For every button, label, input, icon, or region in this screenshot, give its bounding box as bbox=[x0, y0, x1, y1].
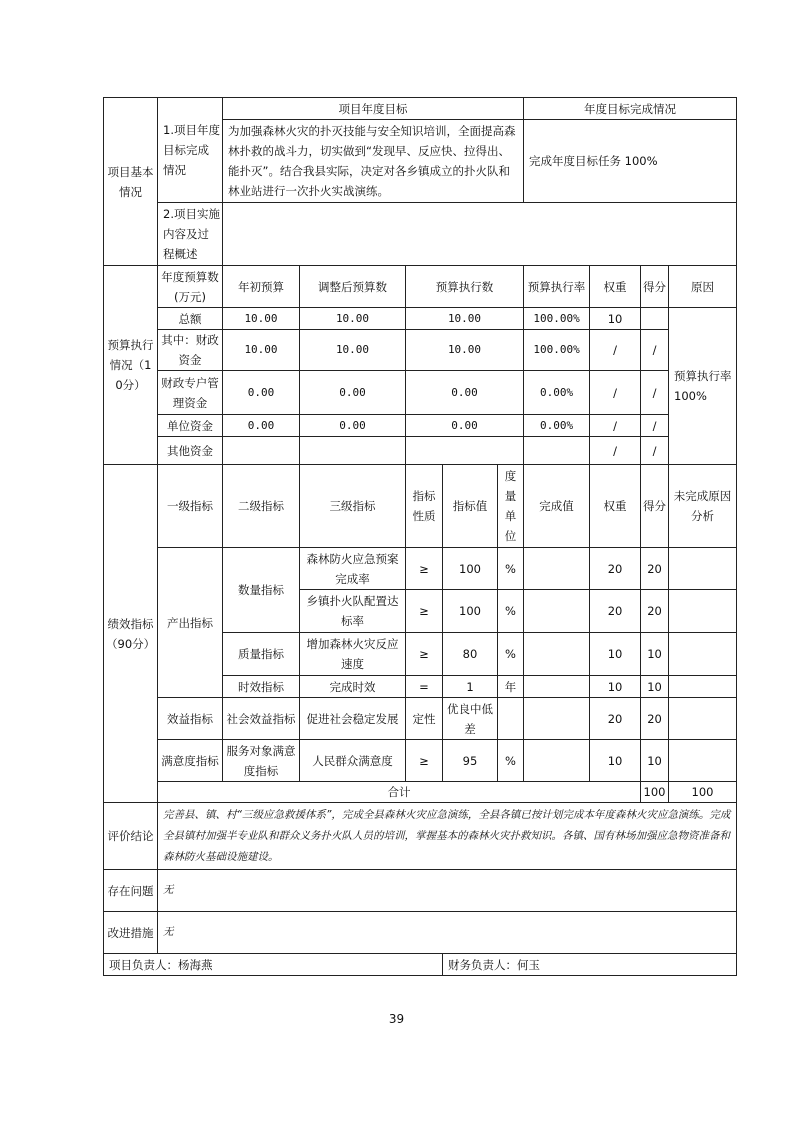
perf-header: 指标值 bbox=[443, 465, 498, 548]
level1: 产出指标 bbox=[158, 548, 223, 698]
nature: ≥ bbox=[406, 633, 443, 676]
unit: 年 bbox=[498, 676, 524, 698]
weight: / bbox=[590, 415, 641, 437]
level3: 人民群众满意度 bbox=[300, 740, 406, 782]
adjusted: 0.00 bbox=[300, 371, 406, 415]
budget-row bbox=[104, 437, 737, 465]
budget-header: 预算执行数 bbox=[406, 266, 524, 308]
weight: 10 bbox=[590, 633, 641, 676]
row2-label: 2.项目实施内容及过程概述 bbox=[158, 203, 223, 266]
score: 10 bbox=[641, 676, 669, 698]
value: 100 bbox=[443, 590, 498, 633]
basic-section-label: 项目基本情况 bbox=[104, 98, 158, 266]
unit: % bbox=[498, 633, 524, 676]
budget-row bbox=[104, 415, 737, 437]
level3: 乡镇扑火队配置达标率 bbox=[300, 590, 406, 633]
perf-header: 一级指标 bbox=[158, 465, 223, 548]
done-header: 年度目标完成情况 bbox=[524, 98, 737, 120]
row1-label: 1.项目年度目标完成情况 bbox=[158, 98, 223, 203]
executed: 0.00 bbox=[406, 371, 524, 415]
value: 1 bbox=[443, 676, 498, 698]
performance-evaluation-table bbox=[103, 97, 737, 976]
page-number: 39 bbox=[388, 1012, 405, 1026]
level3: 完成时效 bbox=[300, 676, 406, 698]
weight: 10 bbox=[590, 676, 641, 698]
unit: % bbox=[498, 548, 524, 590]
budget-header: 原因 bbox=[669, 266, 737, 308]
conclusion-label: 评价结论 bbox=[104, 803, 158, 870]
level2: 时效指标 bbox=[223, 676, 300, 698]
unit: % bbox=[498, 590, 524, 633]
level2: 社会效益指标 bbox=[223, 698, 300, 740]
budget-row bbox=[104, 308, 737, 330]
score: 20 bbox=[641, 698, 669, 740]
problems-label: 存在问题 bbox=[104, 870, 158, 912]
budget-row bbox=[104, 371, 737, 415]
budget-header: 预算执行率 bbox=[524, 266, 590, 308]
reason bbox=[669, 590, 737, 633]
goal-completion: 完成年度目标任务 100% bbox=[524, 120, 737, 203]
row-name: 总额 bbox=[158, 308, 223, 330]
unit bbox=[498, 698, 524, 740]
level1: 满意度指标 bbox=[158, 740, 223, 782]
score: 10 bbox=[641, 633, 669, 676]
weight: / bbox=[590, 437, 641, 465]
level2: 数量指标 bbox=[223, 548, 300, 633]
score: / bbox=[641, 415, 669, 437]
nature: = bbox=[406, 676, 443, 698]
budget-row bbox=[104, 330, 737, 371]
annual-goal: 为加强森林火灾的扑灭技能与安全知识培训，全面提高森林扑救的战斗力，切实做到“发现早、反应快、拉得出、能扑灭”。结合我县实际，决定对各乡镇成立的扑火队和林业站进行一次扑火实战演练。 bbox=[223, 120, 524, 203]
score: 20 bbox=[641, 590, 669, 633]
value: 80 bbox=[443, 633, 498, 676]
reason bbox=[669, 633, 737, 676]
perf-header: 得分 bbox=[641, 465, 669, 548]
done bbox=[524, 676, 590, 698]
score bbox=[641, 308, 669, 330]
perf-header: 权重 bbox=[590, 465, 641, 548]
perf-header: 指标性质 bbox=[406, 465, 443, 548]
total-row bbox=[104, 782, 737, 803]
reason bbox=[669, 698, 737, 740]
reason bbox=[669, 740, 737, 782]
improve-text: 无 bbox=[158, 912, 737, 954]
total-label: 合计 bbox=[158, 782, 641, 803]
score: / bbox=[641, 437, 669, 465]
finance-lead: 财务负责人：何玉 bbox=[443, 954, 737, 976]
budget-header: 年度预算数(万元) bbox=[158, 266, 223, 308]
level3: 增加森林火灾反应速度 bbox=[300, 633, 406, 676]
initial: 10.00 bbox=[223, 330, 300, 371]
perf-header: 完成值 bbox=[524, 465, 590, 548]
budget-header: 年初预算 bbox=[223, 266, 300, 308]
rate: 100.00% bbox=[524, 308, 590, 330]
score: / bbox=[641, 330, 669, 371]
reason bbox=[669, 548, 737, 590]
total-score: 100 bbox=[669, 782, 737, 803]
level3: 促进社会稳定发展 bbox=[300, 698, 406, 740]
executed: 0.00 bbox=[406, 415, 524, 437]
rate: 100.00% bbox=[524, 330, 590, 371]
score: 10 bbox=[641, 740, 669, 782]
budget-header: 权重 bbox=[590, 266, 641, 308]
initial: 0.00 bbox=[223, 415, 300, 437]
improve-label: 改进措施 bbox=[104, 912, 158, 954]
nature: ≥ bbox=[406, 740, 443, 782]
done bbox=[524, 698, 590, 740]
row-name: 财政专户管理资金 bbox=[158, 371, 223, 415]
nature: ≥ bbox=[406, 590, 443, 633]
initial bbox=[223, 437, 300, 465]
rate bbox=[524, 437, 590, 465]
reason bbox=[669, 676, 737, 698]
perf-header: 二级指标 bbox=[223, 465, 300, 548]
executed: 10.00 bbox=[406, 308, 524, 330]
goal-header: 项目年度目标 bbox=[223, 98, 524, 120]
row-name: 其他资金 bbox=[158, 437, 223, 465]
level2: 质量指标 bbox=[223, 633, 300, 676]
perf-header: 三级指标 bbox=[300, 465, 406, 548]
done bbox=[524, 548, 590, 590]
score: / bbox=[641, 371, 669, 415]
level1: 效益指标 bbox=[158, 698, 223, 740]
weight: 20 bbox=[590, 698, 641, 740]
value: 100 bbox=[443, 548, 498, 590]
done bbox=[524, 590, 590, 633]
weight: 20 bbox=[590, 590, 641, 633]
perf-row bbox=[104, 698, 737, 740]
total-weight: 100 bbox=[641, 782, 669, 803]
rate: 0.00% bbox=[524, 371, 590, 415]
value: 优良中低差 bbox=[443, 698, 498, 740]
executed: 10.00 bbox=[406, 330, 524, 371]
level2: 服务对象满意度指标 bbox=[223, 740, 300, 782]
project-lead: 项目负责人：杨海燕 bbox=[104, 954, 443, 976]
row-name: 其中：财政资金 bbox=[158, 330, 223, 371]
budget-header: 得分 bbox=[641, 266, 669, 308]
row-name: 单位资金 bbox=[158, 415, 223, 437]
rate: 0.00% bbox=[524, 415, 590, 437]
nature: ≥ bbox=[406, 548, 443, 590]
weight: / bbox=[590, 371, 641, 415]
budget-header: 调整后预算数 bbox=[300, 266, 406, 308]
budget-section-label: 预算执行情况（10分） bbox=[104, 266, 158, 465]
executed bbox=[406, 437, 524, 465]
perf-header: 未完成原因分析 bbox=[669, 465, 737, 548]
perf-section-label: 绩效指标（90分） bbox=[104, 465, 158, 803]
done bbox=[524, 740, 590, 782]
initial: 10.00 bbox=[223, 308, 300, 330]
adjusted: 0.00 bbox=[300, 415, 406, 437]
budget-reason: 预算执行率 100% bbox=[669, 308, 737, 465]
level3: 森林防火应急预案完成率 bbox=[300, 548, 406, 590]
weight: 10 bbox=[590, 308, 641, 330]
weight: 10 bbox=[590, 740, 641, 782]
row2-value bbox=[223, 203, 737, 266]
adjusted: 10.00 bbox=[300, 330, 406, 371]
adjusted: 10.00 bbox=[300, 308, 406, 330]
initial: 0.00 bbox=[223, 371, 300, 415]
adjusted bbox=[300, 437, 406, 465]
conclusion-text: 完善县、镇、村“三级应急救援体系”，完成全县森林火灾应急演练，全县各镇已按计划完成本年度森林火灾应急演练。完成全县镇村加强半专业队和群众义务扑火队人员的培训，掌握基本的森林火灾扑救知识。各镇、国有林场加强应急物资准备和森林防火基础设施建设。 bbox=[158, 803, 737, 870]
weight: / bbox=[590, 330, 641, 371]
perf-row bbox=[104, 740, 737, 782]
value: 95 bbox=[443, 740, 498, 782]
problems-text: 无 bbox=[158, 870, 737, 912]
unit: % bbox=[498, 740, 524, 782]
done bbox=[524, 633, 590, 676]
nature: 定性 bbox=[406, 698, 443, 740]
perf-header: 度量单位 bbox=[498, 465, 524, 548]
score: 20 bbox=[641, 548, 669, 590]
weight: 20 bbox=[590, 548, 641, 590]
perf-row bbox=[104, 548, 737, 590]
